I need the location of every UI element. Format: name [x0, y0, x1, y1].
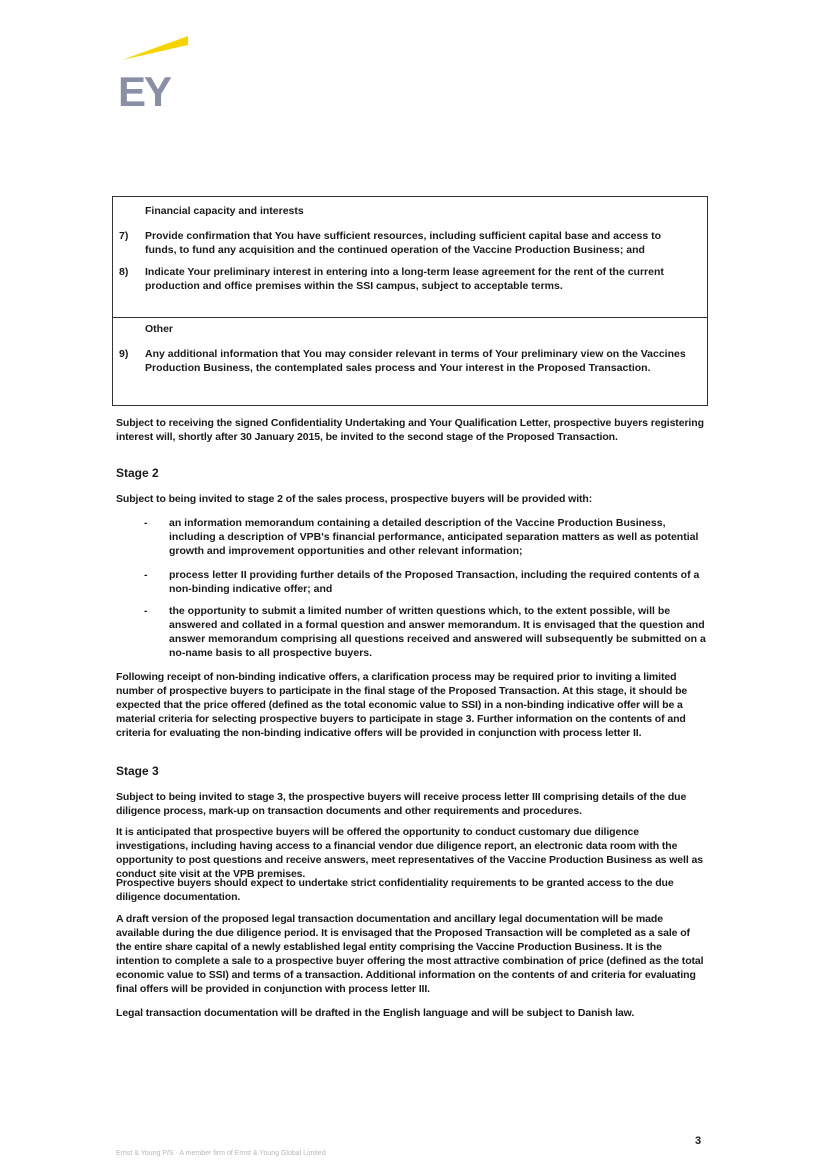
stage3-para-1: Subject to being invited to stage 3, the prospective buyers will receive process letter III comprising details of the due diligence process, mark-up on transaction documents and other requirements and procedures. [116, 791, 687, 817]
stage2-closing: Following receipt of non-binding indicative offers, a clarification process may be required prior to inviting a limited number of prospective buyers to participate in the final stage of the Proposed Transaction. At this stage, it should be expected that the price offered (defined as the total economic value to SSI) in a non-binding indicative offer will be a material criteria for selecting prospective buyers to participate in stage 3. Further information on the contents of and criteria for evaluating the non-binding indicative offers will be provided in conjunction with process letter II. [116, 671, 688, 739]
bullet-marker: - [144, 517, 148, 529]
stage2-bullet-3 [144, 604, 706, 660]
item-number: 9) [119, 348, 129, 360]
item-text: Provide confirmation that You have sufficient resources, including sufficient capital base and access to funds, to fund any acquisition and the continued operation of the Vaccine Production Business; and [145, 230, 661, 256]
ey-logo [118, 36, 190, 106]
section-heading-other: Other [145, 323, 174, 335]
stage2-bullet-1 [144, 516, 706, 558]
item-text: Indicate Your preliminary interest in entering into a long-term lease agreement for the rent of the current production and office premises within the SSI campus, subject to acceptable terms. [145, 266, 664, 292]
stage3-heading: Stage 3 [116, 764, 159, 778]
page-number: 3 [695, 1135, 702, 1147]
section-heading-financial: Financial capacity and interests [145, 205, 304, 217]
bullet-marker: - [144, 605, 148, 617]
stage3-para-4: A draft version of the proposed legal transaction documentation and ancillary legal documentation will be made available during the due diligence period. It is envisaged that the Proposed Transaction will be completed as a sale of the entire share capital of a newly established legal entity comprising the Vaccine Production Business. It is the intention to complete a sale to a prospective buyer offering the most attractive combination of price (defined as the total economic value to SSI) and terms of a transaction. Additional information on the contents of and criteria for evaluating final offers will be provided in conjunction with process letter III. [116, 913, 704, 995]
stage2-heading: Stage 2 [116, 466, 159, 480]
bullet-text: the opportunity to submit a limited number of written questions which, to the extent possible, will be answered and collated in a formal question and answer memorandum. It is envisaged that the question and answer memorandum comprising all questions received and answered will subsequently be submitted on a no-name basis to all prospective buyers. [169, 605, 706, 659]
item-number: 7) [119, 230, 129, 242]
list-item-9 [119, 347, 695, 375]
bullet-text: an information memorandum containing a detailed description of the Vaccine Production Business, including a description of VPB's financial performance, anticipated separation matters as well as potential growth and improvement opportunities and other relevant information; [169, 517, 699, 557]
bullet-marker: - [144, 569, 148, 581]
requirements-box [112, 196, 708, 406]
box-divider [113, 317, 707, 318]
stage2-bullet-2 [144, 568, 706, 596]
logo-text: EY [118, 68, 171, 106]
stage2-lead: Subject to being invited to stage 2 of the sales process, prospective buyers will be provided with: [116, 493, 593, 505]
item-number: 8) [119, 266, 129, 278]
list-item-8 [119, 265, 695, 293]
item-text: Any additional information that You may consider relevant in terms of Your preliminary view on the Vaccines Production Business, the contemplated sales process and Your interest in the Proposed Transaction. [145, 348, 686, 374]
stage3-para-2: It is anticipated that prospective buyers will be offered the opportunity to conduct customary due diligence investigations, including having access to a financial vendor due diligence report, an electronic data room with the opportunity to post questions and receive answers, meet representatives of the Vaccine Production Business as well as conduct site visit at the VPB premises. [116, 826, 703, 880]
footer-text: Ernst & Young P/S · A member firm of Ernst & Young Global Limited [116, 1150, 326, 1157]
bullet-text: process letter II providing further details of the Proposed Transaction, including the required contents of a non-binding indicative offer; and [169, 569, 700, 595]
list-item-7 [119, 229, 695, 257]
logo-beam [122, 36, 188, 60]
intro-paragraph: Subject to receiving the signed Confidentiality Undertaking and Your Qualification Letter, prospective buyers registering interest will, shortly after 30 January 2015, be invited to the second stage of the Proposed Transaction. [116, 417, 704, 443]
stage3-para-3: Prospective buyers should expect to undertake strict confidentiality requirements to be granted access to the due diligence documentation. [116, 877, 674, 903]
stage3-para-5: Legal transaction documentation will be drafted in the English language and will be subject to Danish law. [116, 1007, 635, 1019]
